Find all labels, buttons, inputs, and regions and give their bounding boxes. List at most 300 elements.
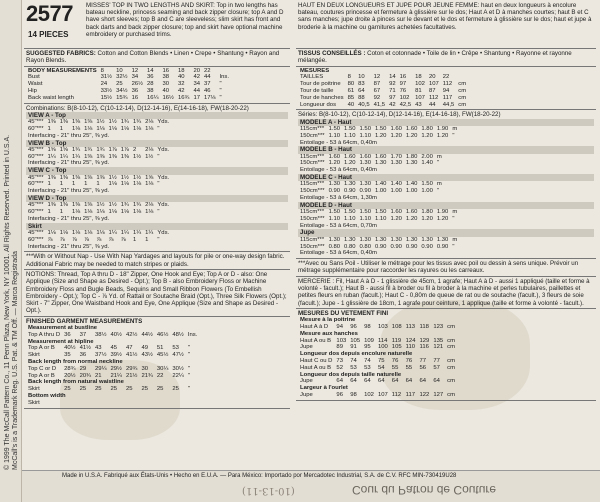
- table-row: [298, 102, 468, 109]
- french-column: [296, 0, 596, 470]
- unit-label: m: [436, 153, 442, 160]
- table-row: [26, 237, 171, 244]
- nap-text-fr: ***Avec ou Sans Poil - Utiliser le métrage pour les tissus avec poil ou dessin à sens unique. Prévoir un métrage supplémentaire pour raccorder les rayures ou les carreaux.: [298, 260, 579, 275]
- table-row: [298, 95, 468, 102]
- row-label: Skirt: [28, 352, 40, 359]
- table-cell: 18: [415, 74, 422, 81]
- body-meas-title-fr: MESURES: [300, 67, 330, 74]
- table-cell: 1.60: [405, 209, 418, 216]
- unit-label: ": [187, 372, 190, 379]
- table-cell: 1: [47, 181, 51, 188]
- table-row: [26, 352, 199, 359]
- table-cell: 2: [132, 146, 137, 153]
- table-cell: 1.80: [421, 209, 433, 216]
- table-cell: 1⅛: [96, 209, 105, 216]
- row-label: 45"***: [28, 119, 44, 126]
- unit-label: ": [219, 87, 222, 94]
- table-cell: 1: [59, 209, 64, 216]
- table-row: [26, 216, 171, 223]
- table-cell: 1¾: [132, 202, 142, 209]
- table-cell: ⅞: [59, 236, 65, 243]
- table-cell: ⅞: [47, 236, 53, 243]
- table-cell: 1.50: [374, 209, 387, 216]
- table-cell: 41½: [125, 352, 138, 359]
- table-cell: 1⅛: [71, 209, 81, 216]
- table-cell: 1¼: [59, 153, 68, 160]
- table-cell: 53: [350, 364, 357, 371]
- unit-label: cm: [458, 101, 467, 108]
- table-cell: 29¾: [125, 365, 138, 372]
- table-cell: 102: [415, 81, 425, 88]
- group-title: Measurement at bustline: [28, 324, 98, 331]
- notions-text-en: NOTIONS: Thread, Top A thru D - 18" Zipper, One Hook and Eye; Top A or D - also: One Applique (Size and Shape as Desired - Opt.); Top B - also Embroidery Floss or Machine Embroidery Floss and Bugle Beads, Sequins and Small Ribbon Flowers (To Embellish Embroidery - Opt.); Top C - ⅞ Yd. of Rattail or Soutache Braid (Opt.), Three Silk Flowers (Opt.); Skirt - 7" Zipper, One Waistband Hook and Eye, One Applique (Size and Shape as Desired - Opt.).: [26, 270, 287, 315]
- body-measurements-en: [24, 67, 290, 104]
- table-cell: 1⅛: [108, 125, 117, 132]
- table-cell: 1.10: [374, 215, 387, 222]
- table-cell: 75: [377, 357, 385, 364]
- table-cell: 1.80: [405, 153, 418, 160]
- table-cell: 16¼: [147, 94, 159, 101]
- table-cell: 117: [405, 391, 416, 398]
- table-cell: 1.30: [405, 160, 418, 167]
- row-label: Top A or B: [28, 345, 55, 352]
- unit-label: [456, 74, 468, 81]
- group-title: Mesure aux hanches: [300, 330, 358, 337]
- table-cell: 51: [156, 345, 164, 352]
- row-label: 115cm***: [300, 181, 325, 188]
- row-label: 150cm***: [300, 160, 325, 167]
- description-fr: HAUT EN DEUX LONGUEURS ET JUPE POUR JEUNE FEMME: haut en deux longueurs à encolure bateau, coutures princesse et fermeture à glissière sur le dos; Haut A et D à manches courtes; haut B et C sans manches; jupe droite à pinces sur le devant et le dos et fermeture à glissière sur le dos; haut et jupe à broderie à la machine ou garnitures achetées facultatives.: [298, 2, 592, 31]
- unit-label: cm: [447, 391, 456, 398]
- table-cell: 36: [131, 87, 139, 94]
- row-label: 115cm***: [300, 209, 325, 216]
- table-cell: 0.80: [344, 243, 356, 250]
- table-cell: 40: [162, 87, 170, 94]
- table-cell: 1¼: [47, 153, 56, 160]
- table-row: [26, 175, 171, 182]
- finished-title-en: FINISHED GARMENT MEASUREMENTS: [26, 317, 143, 325]
- table-cell: 1.30: [328, 236, 341, 243]
- table-cell: 1.20: [344, 160, 356, 167]
- table-cell: 64: [419, 378, 427, 385]
- finished-fr: [296, 309, 596, 401]
- view-bar: VIEW B - Top: [26, 140, 288, 147]
- table-cell: 114: [377, 337, 388, 344]
- table-cell: 1.60: [328, 153, 341, 160]
- row-label: Jupe: [300, 391, 313, 398]
- table-cell: 1.40: [405, 181, 418, 188]
- table-cell: 45: [110, 345, 118, 352]
- table-cell: 20¾: [79, 372, 92, 379]
- table-cell: 103: [377, 323, 388, 330]
- table-cell: 29: [79, 365, 87, 372]
- table-cell: 43: [415, 101, 422, 108]
- table-cell: 1½: [96, 119, 105, 126]
- table-cell: 1⅜: [59, 174, 68, 181]
- table-cell: 85: [347, 94, 355, 101]
- body-measurements-fr: [296, 67, 596, 111]
- table-cell: 1⅛: [132, 209, 142, 216]
- table-cell: 42,5: [399, 101, 412, 108]
- table-cell: 96: [350, 323, 357, 330]
- row-label: Tour de poitrine: [300, 81, 341, 88]
- table-cell: 1⅜: [71, 119, 81, 126]
- table-row: [26, 373, 199, 380]
- table-cell: 1⅛: [71, 125, 81, 132]
- table-cell: 1.50: [359, 209, 371, 216]
- table-cell: 1.50: [328, 125, 341, 132]
- table-cell: 97: [389, 94, 396, 101]
- table-cell: 1.30: [344, 181, 356, 188]
- table-row: [298, 250, 459, 257]
- table-row: [298, 167, 444, 174]
- table-cell: 1.20: [405, 215, 418, 222]
- size-header: 22: [204, 67, 211, 74]
- table-cell: 28¾: [64, 365, 76, 372]
- table-cell: 119: [391, 337, 402, 344]
- table-cell: 1⅛: [108, 209, 117, 216]
- row-label: Haut A ou B: [300, 337, 332, 344]
- table-cell: 1⅛: [120, 209, 129, 216]
- row-label: 115cm***: [300, 236, 325, 243]
- table-cell: 1.30: [390, 236, 402, 243]
- unit-label: cm: [458, 87, 467, 94]
- table-cell: 1⅛: [84, 229, 93, 236]
- table-cell: 10: [358, 74, 365, 81]
- row-label: Interfacing - 21" thru 25", ⅜ yd.: [28, 243, 110, 250]
- notions-text-fr: MERCERIE : Fil, Haut A à D - 1 glissière de 45cm, 1 agrafe; Haut A à D - aussi 1 appliqué (taille et forme à volonté - facult.); Haut B - aussi fil à broder ou fil à broder à la machine et perles tubulaires, paillettes et petites fleurs en ruban (facult.); Haut C - 0,80m de queue de rat ou de soutache (facult.), 3 fleurs de soie (facult.); Jupe - 1 glissière de 18cm, 1 agrafe pour ceinture, 1 applique (taille et forme à volonté - facult.).: [298, 277, 590, 307]
- view-bar: MODELE C - Haut: [298, 174, 594, 181]
- table-row: [298, 392, 457, 399]
- table-cell: 1⅜: [71, 202, 81, 209]
- handwritten-note: (10-13-11): [242, 485, 295, 496]
- table-cell: 37: [204, 81, 211, 88]
- table-row: [298, 74, 468, 81]
- table-cell: 44: [428, 101, 436, 108]
- table-cell: 73: [336, 357, 343, 364]
- table-cell: 0.90: [421, 243, 433, 250]
- table-cell: 1⅝: [145, 174, 154, 181]
- table-cell: 41,5: [373, 101, 386, 108]
- unit-label: Yds.: [157, 119, 170, 126]
- table-cell: 1.30: [374, 236, 387, 243]
- table-cell: 102: [364, 391, 374, 398]
- view-bar: MODELE A - Haut: [298, 119, 594, 126]
- table-cell: 42: [389, 101, 396, 108]
- table-cell: 52: [336, 364, 343, 371]
- unit-label: ": [157, 236, 160, 243]
- table-cell: 20½: [64, 372, 76, 379]
- row-label: 60"***: [28, 153, 44, 160]
- table-row: [26, 230, 171, 237]
- table-cell: 108: [391, 323, 402, 330]
- table-cell: 57: [433, 364, 440, 371]
- spine-trademark: McCall's is a Trademark Reg. U.S. Pat. & TM Off. — Marca Registrada: [12, 251, 19, 470]
- fabrics-text-en: Cotton and Cotton Blends • Linen • Crepe • Shantung • Rayon and Rayon Blends.: [26, 50, 280, 65]
- table-cell: 2⅛: [145, 202, 154, 209]
- table-cell: 1: [132, 236, 137, 243]
- table-cell: 105: [350, 337, 361, 344]
- table-cell: 38: [147, 87, 154, 94]
- row-label: 45"***: [28, 202, 44, 209]
- table-row: [298, 181, 444, 188]
- footer-text: Made in U.S.A. Fabriqué aux États-Unis • Hecho en E.U.A. — Para México: Importado por Mercadotec Industrial, S.A. de C.V. RFC MIN-730419U28: [62, 473, 457, 479]
- table-row: [298, 140, 459, 147]
- table-cell: 1⅛: [145, 181, 154, 188]
- view-bar: VIEW C - Top: [26, 167, 288, 174]
- table-cell: 91: [350, 344, 357, 351]
- table-cell: 1.90: [436, 209, 449, 216]
- english-column: [24, 0, 290, 470]
- table-cell: 1.20: [390, 132, 402, 139]
- table-cell: 1: [47, 125, 51, 132]
- table-row: [26, 181, 171, 188]
- table-cell: 64: [391, 378, 399, 385]
- table-cell: 64: [336, 378, 343, 385]
- table-cell: 1⅛: [120, 181, 129, 188]
- table-cell: 1.50: [344, 125, 356, 132]
- group-title: Largeur à l'ourlet: [300, 385, 348, 392]
- table-cell: 1.60: [405, 125, 418, 132]
- row-label: Tour de hanches: [300, 94, 344, 101]
- table-row: [298, 195, 444, 202]
- table-cell: 1.80: [421, 125, 433, 132]
- table-cell: 1¼: [132, 229, 142, 236]
- table-cell: 16½: [162, 94, 174, 101]
- fabrics-title-fr: TISSUS CONSEILLÉS :: [298, 50, 366, 57]
- row-label: Entoilage - 53 à 64cm, 0,70m: [300, 222, 377, 229]
- table-cell: 77: [419, 357, 427, 364]
- table-cell: 1⅜: [96, 174, 105, 181]
- table-row: [298, 378, 457, 385]
- table-cell: 1.40: [421, 160, 433, 167]
- unit-label: Yds.: [157, 174, 170, 181]
- table-cell: 0.90: [390, 243, 402, 250]
- table-cell: 15½: [100, 94, 113, 101]
- table-cell: 1⅜: [71, 174, 81, 181]
- table-cell: 22¼: [172, 372, 184, 379]
- table-cell: 42: [177, 87, 185, 94]
- table-cell: 94: [442, 87, 450, 94]
- row-label: Haut A ou B: [300, 364, 332, 371]
- table-cell: 1⅛: [132, 181, 142, 188]
- table-cell: 40½: [64, 345, 76, 352]
- row-label: 45"***: [28, 174, 44, 181]
- unit-label: cm: [458, 81, 467, 88]
- table-cell: 1.10: [359, 215, 371, 222]
- table-cell: 53: [172, 345, 179, 352]
- combinations-en: Combinations: B(8-10-12), C(10-12-14), D(12-14-16), E(14-16-18), FW(18-20-22): [26, 104, 249, 112]
- table-cell: 1¾: [120, 119, 129, 126]
- table-cell: 76: [399, 87, 407, 94]
- table-row: [26, 119, 171, 126]
- row-label: Back waist length: [28, 94, 74, 101]
- table-cell: 98: [350, 391, 357, 398]
- table-cell: 1.10: [344, 215, 356, 222]
- table-cell: 1: [71, 181, 76, 188]
- row-label: 60"***: [28, 125, 44, 132]
- table-cell: 1.20: [436, 132, 449, 139]
- group-title: Longueur dos depuis encolure naturelle: [300, 351, 413, 358]
- table-cell: 92: [373, 94, 381, 101]
- table-cell: 1⅜: [84, 202, 93, 209]
- table-row: [298, 133, 459, 140]
- table-cell: 92: [389, 81, 396, 88]
- unit-label: ": [157, 181, 160, 188]
- group-title: Bottom width: [28, 392, 66, 399]
- table-cell: 46½: [156, 331, 169, 338]
- table-row: [298, 160, 444, 167]
- row-label: 115cm***: [300, 125, 325, 132]
- unit-label: cm: [447, 337, 456, 344]
- table-cell: 42½: [125, 331, 138, 338]
- table-cell: 37: [79, 331, 87, 338]
- table-cell: 17⅛: [204, 94, 216, 101]
- table-cell: 21½: [125, 372, 138, 379]
- row-label: Tour de taille: [300, 87, 334, 94]
- table-cell: 55: [391, 364, 399, 371]
- table-cell: 61: [347, 87, 355, 94]
- table-cell: 0.90: [328, 188, 341, 195]
- table-cell: 1.10: [344, 132, 356, 139]
- unit-label: ": [157, 125, 160, 132]
- table-cell: 32: [177, 81, 185, 88]
- pattern-number: 2577: [26, 1, 73, 26]
- table-cell: 33½: [100, 87, 113, 94]
- table-cell: ⅞: [108, 236, 114, 243]
- table-cell: 1: [59, 125, 64, 132]
- table-cell: 1.30: [390, 160, 402, 167]
- table-cell: 0.90: [344, 188, 356, 195]
- table-cell: 74: [350, 357, 357, 364]
- table-cell: ⅞: [120, 236, 126, 243]
- table-cell: 21: [95, 372, 102, 379]
- table-cell: 35: [64, 352, 71, 359]
- unit-label: Yds.: [157, 229, 170, 236]
- table-cell: 1⅜: [59, 119, 68, 126]
- table-cell: 1⅛: [84, 209, 93, 216]
- yardage-en: [24, 104, 290, 253]
- table-cell: 40: [177, 74, 185, 81]
- table-cell: 1.20: [328, 160, 341, 167]
- table-cell: 1.60: [344, 153, 356, 160]
- row-label: Entoilage - 53 à 64cm, 0,40m: [300, 250, 377, 257]
- unit-label: m: [452, 209, 458, 216]
- table-cell: [170, 400, 185, 407]
- table-cell: 64: [405, 378, 413, 385]
- unit-label: cm: [447, 344, 456, 351]
- table-cell: 1.00: [374, 188, 387, 195]
- table-row: [26, 147, 171, 154]
- table-cell: 83: [358, 81, 365, 88]
- table-cell: 76: [405, 357, 413, 364]
- table-row: [26, 366, 199, 373]
- table-cell: 71: [389, 87, 396, 94]
- table-cell: 122: [419, 391, 430, 398]
- table-cell: 1⅛: [59, 229, 68, 236]
- table-cell: 67: [373, 87, 381, 94]
- table-cell: 0.90: [374, 243, 387, 250]
- table-cell: 1.50: [328, 209, 341, 216]
- table-cell: 1: [145, 236, 149, 243]
- finished-title-fr: MESURES DU VETEMENT FINI: [298, 309, 389, 317]
- table-cell: 1½: [108, 174, 117, 181]
- table-cell: 1⅛: [145, 125, 154, 132]
- unit-label: ": [436, 188, 439, 195]
- unit-label: ": [452, 215, 455, 222]
- unit-label: ": [452, 243, 455, 250]
- notions-fr: [296, 277, 596, 309]
- table-cell: 22: [442, 74, 450, 81]
- table-cell: 64: [350, 378, 357, 385]
- table-cell: 30: [141, 365, 148, 372]
- table-cell: 1.60: [374, 153, 387, 160]
- table-cell: 118: [419, 323, 429, 330]
- table-cell: 1⅛: [145, 209, 154, 216]
- unit-label: m: [452, 236, 458, 243]
- row-label: 45"***: [28, 229, 44, 236]
- table-cell: 64: [358, 87, 365, 94]
- table-cell: 28: [147, 81, 154, 88]
- table-cell: 1.20: [421, 132, 433, 139]
- table-cell: 1⅛: [120, 125, 129, 132]
- row-label: TAILLES: [300, 74, 324, 81]
- table-cell: 21¾: [141, 372, 153, 379]
- table-cell: 1.20: [390, 215, 402, 222]
- table-cell: 26½: [131, 81, 144, 88]
- size-header: 12: [131, 67, 139, 74]
- row-label: Bust: [28, 74, 40, 81]
- table-cell: 1⅛: [96, 125, 105, 132]
- table-cell: 44: [204, 74, 211, 81]
- table-cell: 1.30: [328, 181, 341, 188]
- unit-label: cm: [447, 378, 456, 385]
- group-title: Measurement at hipline: [28, 338, 94, 345]
- table-cell: 30¼: [156, 365, 169, 372]
- table-cell: 105: [391, 344, 402, 351]
- table-cell: 1⅜: [59, 202, 68, 209]
- table-cell: 1¼: [71, 153, 81, 160]
- table-cell: 1.30: [344, 236, 356, 243]
- row-label: Top C or D: [28, 365, 57, 372]
- notions-en: [24, 270, 290, 317]
- row-label: Interfacing - 21" thru 25", ⅜ yd.: [28, 160, 110, 167]
- view-bar: MODELE D - Haut: [298, 202, 594, 209]
- fabrics-en: [24, 49, 290, 67]
- table-cell: 55: [405, 364, 413, 371]
- table-cell: 1.60: [390, 209, 402, 216]
- table-cell: 8: [347, 74, 351, 81]
- table-cell: 25: [156, 386, 164, 393]
- table-cell: 109: [364, 337, 374, 344]
- unit-label: [186, 400, 200, 407]
- table-cell: 44½: [141, 331, 153, 338]
- table-cell: 20: [428, 74, 436, 81]
- row-label: Interfacing - 21" thru 25", ⅜ yd.: [28, 188, 110, 195]
- row-label: 115cm***: [300, 153, 325, 160]
- table-cell: 1½: [132, 174, 142, 181]
- table-cell: 1⅛: [84, 125, 93, 132]
- table-cell: 38½: [95, 331, 107, 338]
- table-row: [26, 133, 171, 140]
- table-cell: 30: [162, 81, 170, 88]
- row-label: 45"***: [28, 146, 44, 153]
- unit-label: ": [219, 81, 222, 88]
- table-cell: 34½: [116, 87, 128, 94]
- row-label: Top A thru D: [28, 331, 61, 338]
- table-cell: 2.00: [421, 153, 433, 160]
- fabrics-text-fr: Coton et cotonnade • Toile de lin • Crêpe • Shantung • Rayonne et rayonne mélangée.: [298, 50, 572, 65]
